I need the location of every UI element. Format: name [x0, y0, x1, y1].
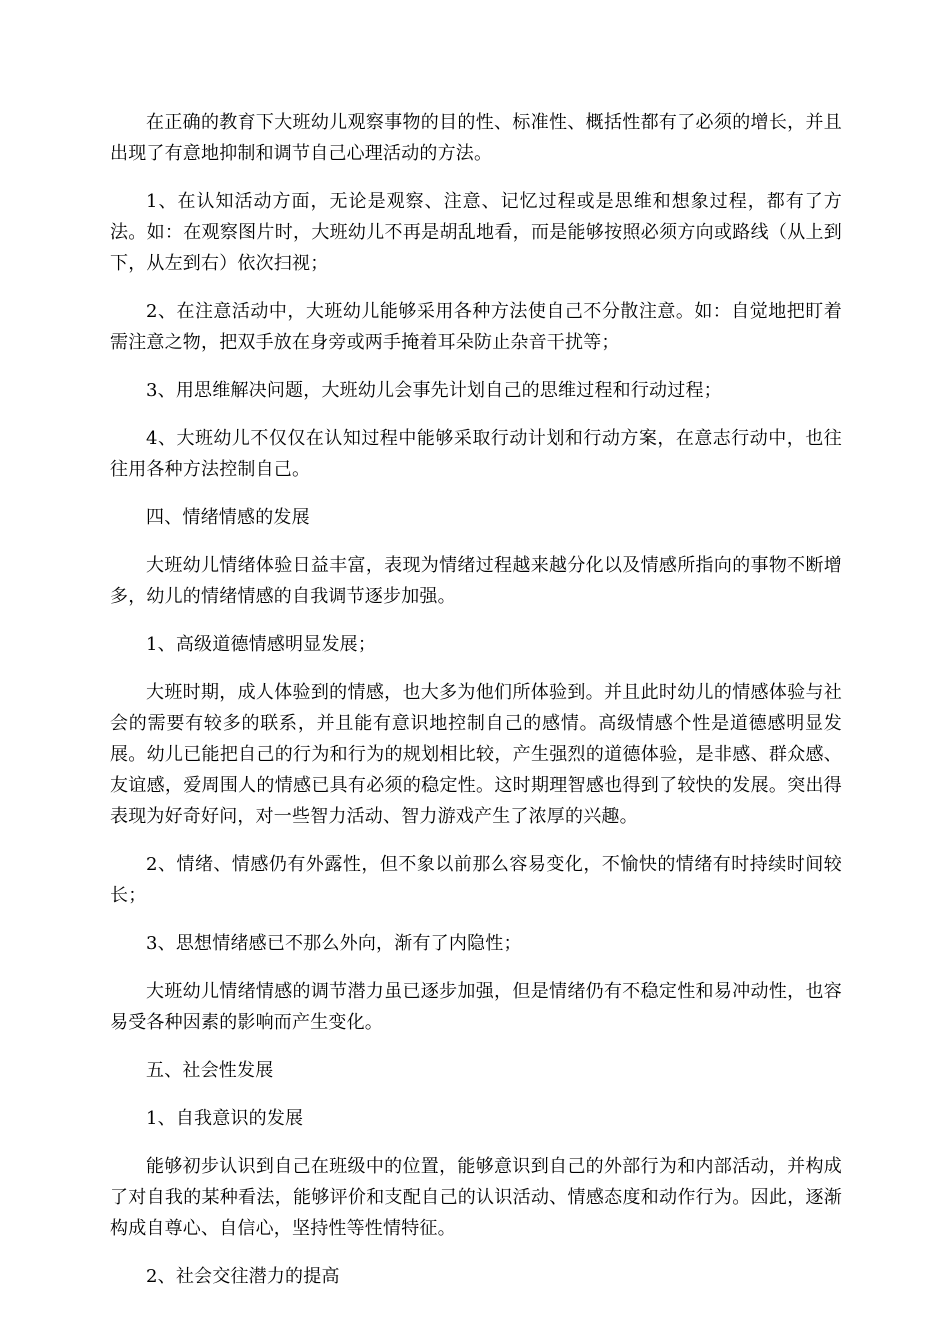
- document-body: [110, 107, 842, 1309]
- paragraph-social-item-2: 2、社会交往潜力的提高: [146, 1266, 340, 1287]
- paragraph-item-2-attention: 2、在注意活动中，大班幼儿能够采用各种方法使自己不分散注意。如：自觉地把盯着需注意之物，把双手放在身旁或两手掩着耳朵防止杂音干扰等；: [110, 301, 842, 353]
- paragraph-emotion-item-2: 2、情绪、情感仍有外露性，但不象以前那么容易变化，不愉快的情绪有时持续时间较长；: [110, 854, 842, 906]
- paragraph-emotion-detail: 大班时期，成人体验到的情感，也大多为他们所体验到。并且此时幼儿的情感体验与社会的需要有较多的联系，并且能有意识地控制自己的感情。高级情感个性是道德感明显发展。幼儿已能把自己的行为和行为的规划相比较，产生强烈的道德体验，是非感、群众感、友谊感，爱周围人的情感已具有必须的稳定性。这时期理智感也得到了较快的发展。突出得表现为好奇好问，对一些智力活动、智力游戏产生了浓厚的兴趣。: [110, 682, 842, 827]
- paragraph-emotion-intro: 大班幼儿情绪体验日益丰富，表现为情绪过程越来越分化以及情感所指向的事物不断增多，幼儿的情绪情感的自我调节逐步加强。: [110, 555, 842, 607]
- section-heading-emotion: 四、情绪情感的发展: [146, 507, 310, 528]
- paragraph-emotion-item-1: 1、高级道德情感明显发展；: [146, 634, 377, 655]
- paragraph-self-awareness: 能够初步认识到自己在班级中的位置，能够意识到自己的外部行为和内部活动，并构成了对自我的某种看法，能够评价和支配自己的认识活动、情感态度和动作行为。因此，逐渐构成自尊心、自信心，坚持性等性情特征。: [110, 1156, 842, 1239]
- paragraph-item-1-cognition: 1、在认知活动方面，无论是观察、注意、记忆过程或是思维和想象过程，都有了方法。如：在观察图片时，大班幼儿不再是胡乱地看，而是能够按照必须方向或路线（从上到下，从左到右）依次扫视；: [110, 191, 842, 274]
- paragraph-social-item-1: 1、自我意识的发展: [146, 1108, 304, 1129]
- paragraph-emotion-item-3: 3、思想情绪感已不那么外向，渐有了内隐性；: [146, 933, 522, 954]
- paragraph-intro: 在正确的教育下大班幼儿观察事物的目的性、标准性、概括性都有了必须的增长，并且出现了有意地抑制和调节自己心理活动的方法。: [110, 112, 842, 164]
- paragraph-item-4-will: 4、大班幼儿不仅仅在认知过程中能够采取行动计划和行动方案，在意志行动中，也往往用各种方法控制自己。: [110, 428, 842, 480]
- section-heading-social: 五、社会性发展: [146, 1060, 274, 1081]
- paragraph-item-3-thinking: 3、用思维解决问题，大班幼儿会事先计划自己的思维过程和行动过程；: [146, 380, 722, 401]
- paragraph-emotion-regulation: 大班幼儿情绪情感的调节潜力虽已逐步加强，但是情绪仍有不稳定性和易冲动性，也容易受各种因素的影响而产生变化。: [110, 981, 842, 1033]
